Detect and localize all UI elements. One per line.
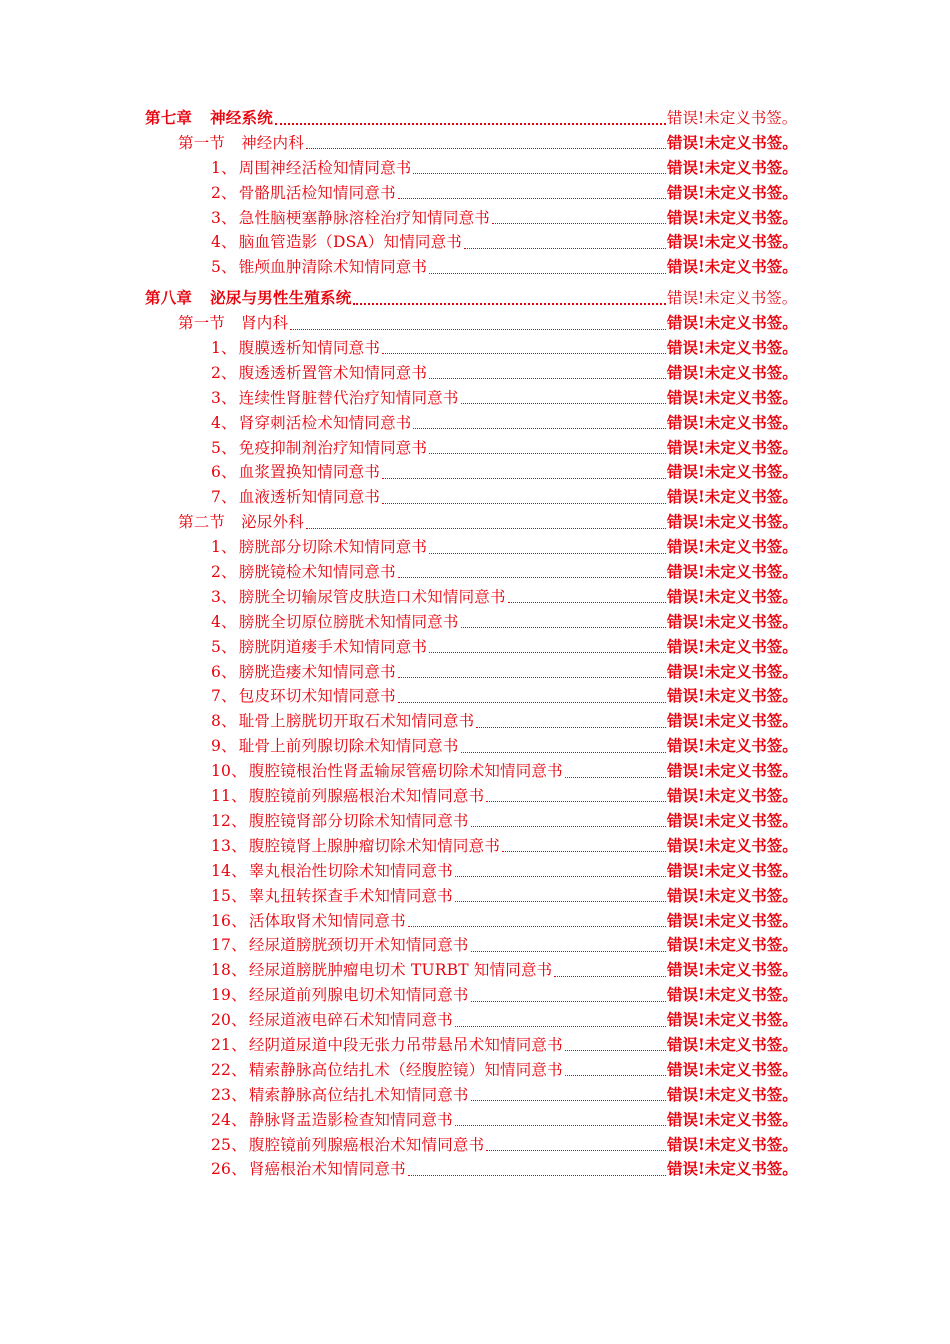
toc-entry-number: 3、 xyxy=(211,587,237,606)
toc-entry-page-ref: 错误!未定义书签。 xyxy=(667,437,798,457)
toc-entry-page-ref: 错误!未定义书签。 xyxy=(667,810,798,830)
toc-entry-title: 包皮环切术知情同意书 xyxy=(238,687,396,706)
toc-item[interactable] xyxy=(0,560,950,585)
toc-entry-number: 23、 xyxy=(211,1085,247,1104)
toc-entry-page-ref: 错误!未定义书签。 xyxy=(667,537,798,557)
dot-leader xyxy=(455,900,666,902)
toc-entry-title: 经尿道前列腺电切术知情同意书 xyxy=(248,986,469,1005)
toc-entry-title: 经尿道液电碎石术知情同意书 xyxy=(248,1011,453,1030)
toc-entry-page-ref: 错误!未定义书签。 xyxy=(667,611,798,631)
dot-leader xyxy=(461,402,666,404)
dot-leader xyxy=(554,975,666,977)
toc-entry-page-ref: 错误!未定义书签。 xyxy=(667,1159,798,1179)
toc-entry-title: 睾丸扭转探查手术知情同意书 xyxy=(248,886,453,905)
dot-leader xyxy=(353,302,666,305)
toc-entry-number: 7、 xyxy=(211,687,237,706)
toc-entry-number: 21、 xyxy=(211,1035,247,1054)
toc-entry-page-ref: 错误!未定义书签。 xyxy=(667,1109,798,1129)
toc-item[interactable] xyxy=(0,909,950,934)
toc-entry-page-ref: 错误!未定义书签。 xyxy=(667,1010,798,1030)
toc-entry-title: 腹腔镜前列腺癌根治术知情同意书 xyxy=(248,787,485,806)
toc-entry-number: 17、 xyxy=(211,936,247,955)
toc-entry-title: 耻骨上膀胱切开取石术知情同意书 xyxy=(238,712,475,731)
dot-leader xyxy=(461,751,666,753)
toc-entry-number: 8、 xyxy=(211,712,237,731)
toc-entry-title: 精索静脉高位结扎术（经腹腔镜）知情同意书 xyxy=(248,1060,563,1079)
dot-leader xyxy=(306,147,666,149)
toc-entry-page-ref: 错误!未定义书签。 xyxy=(667,860,798,880)
toc-entry-page-ref: 错误!未定义书签。 xyxy=(667,835,798,855)
toc-entry-number: 6、 xyxy=(211,662,237,681)
toc-item[interactable] xyxy=(0,386,950,411)
toc-item[interactable] xyxy=(0,436,950,461)
toc-entry-title: 腹腔镜前列腺癌根治术知情同意书 xyxy=(248,1135,485,1154)
toc-item[interactable] xyxy=(0,361,950,386)
toc-entry-title: 锥颅血肿清除术知情同意书 xyxy=(238,258,428,277)
toc-entry-title: 脑血管造影（DSA）知情同意书 xyxy=(238,233,463,252)
dot-leader xyxy=(382,477,666,479)
toc-entry-number: 第一节 xyxy=(178,314,226,333)
toc-entry-title: 活体取肾术知情同意书 xyxy=(248,911,406,930)
toc-entry-number: 2、 xyxy=(211,183,237,202)
dot-leader xyxy=(275,122,666,125)
toc-entry-number: 第八章 xyxy=(145,288,193,308)
toc-entry-number: 13、 xyxy=(211,836,247,855)
toc-entry-page-ref: 错误!未定义书签。 xyxy=(667,586,798,606)
dot-leader xyxy=(471,825,666,827)
toc-entry-page-ref: 错误!未定义书签。 xyxy=(667,661,798,681)
dot-leader xyxy=(290,328,666,330)
toc-item[interactable] xyxy=(0,485,950,510)
toc-entry-page-ref: 错误!未定义书签。 xyxy=(667,786,798,806)
dot-leader xyxy=(408,1174,666,1176)
toc-entry-title: 肾癌根治术知情同意书 xyxy=(248,1160,406,1179)
toc-item[interactable] xyxy=(0,933,950,958)
toc-item[interactable] xyxy=(0,535,950,560)
toc-item[interactable] xyxy=(0,1157,950,1182)
toc-item[interactable] xyxy=(0,1133,950,1158)
toc-entry-page-ref: 错误!未定义书签。 xyxy=(667,1084,798,1104)
toc-item[interactable] xyxy=(0,156,950,181)
toc-entry-title: 急性脑梗塞静脉溶栓治疗知情同意书 xyxy=(238,208,490,227)
toc-chapter[interactable] xyxy=(0,286,950,311)
dot-leader xyxy=(461,626,666,628)
dot-leader xyxy=(455,875,666,877)
toc-entry-page-ref: 错误!未定义书签。 xyxy=(667,462,798,482)
toc-entry-page-ref: 错误!未定义书签。 xyxy=(667,182,798,202)
dot-leader xyxy=(398,701,666,703)
toc-entry-number: 12、 xyxy=(211,811,247,830)
dot-leader xyxy=(429,272,666,274)
toc-item[interactable] xyxy=(0,684,950,709)
toc-entry-page-ref: 错误!未定义书签。 xyxy=(667,960,798,980)
toc-entry-number: 2、 xyxy=(211,563,237,582)
toc-entry-page-ref: 错误!未定义书签。 xyxy=(667,157,798,177)
toc-item[interactable] xyxy=(0,759,950,784)
toc-entry-title: 连续性肾脏替代治疗知情同意书 xyxy=(238,388,459,407)
toc-entry-page-ref: 错误!未定义书签。 xyxy=(667,512,798,532)
toc-entry-title: 膀胱阴道瘘手术知情同意书 xyxy=(238,637,428,656)
toc-entry-number: 2、 xyxy=(211,363,237,382)
toc-item[interactable] xyxy=(0,1083,950,1108)
dot-leader xyxy=(413,172,666,174)
toc-entry-title: 腹腔镜肾上腺肿瘤切除术知情同意书 xyxy=(248,836,501,855)
toc-entry-title: 经尿道膀胱肿瘤电切术 TURBT 知情同意书 xyxy=(248,961,553,980)
toc-entry-title: 精索静脉高位结扎术知情同意书 xyxy=(248,1085,469,1104)
dot-leader xyxy=(413,427,666,429)
toc-entry-number: 15、 xyxy=(211,886,247,905)
toc-entry-number: 26、 xyxy=(211,1160,247,1179)
toc-entry-title: 腹腔镜肾部分切除术知情同意书 xyxy=(248,811,469,830)
toc-entry-title: 肾内科 xyxy=(241,314,289,333)
toc-entry-number: 25、 xyxy=(211,1135,247,1154)
dot-leader xyxy=(306,527,666,529)
toc-entry-page-ref: 错误!未定义书签。 xyxy=(667,985,798,1005)
toc-entry-title: 腹透透析置管术知情同意书 xyxy=(238,363,428,382)
toc-item[interactable] xyxy=(0,206,950,231)
toc-entry-number: 3、 xyxy=(211,208,237,227)
toc-item[interactable] xyxy=(0,660,950,685)
toc-entry-title: 经阴道尿道中段无张力吊带悬吊术知情同意书 xyxy=(248,1035,563,1054)
toc-item[interactable] xyxy=(0,336,950,361)
dot-leader xyxy=(486,1149,666,1151)
toc-item[interactable] xyxy=(0,230,950,255)
dot-leader xyxy=(565,1074,666,1076)
toc-chapter[interactable] xyxy=(0,106,950,131)
table-of-contents xyxy=(0,106,950,1182)
toc-entry-title: 免疫抑制剂治疗知情同意书 xyxy=(238,438,428,457)
toc-entry-page-ref: 错误!未定义书签。 xyxy=(667,387,798,407)
toc-entry-page-ref: 错误!未定义书签。 xyxy=(667,362,798,382)
toc-entry-page-ref: 错误!未定义书签。 xyxy=(667,1034,798,1054)
toc-entry-number: 7、 xyxy=(211,488,237,507)
toc-entry-title: 静脉肾盂造影检查知情同意书 xyxy=(248,1110,453,1129)
toc-entry-number: 4、 xyxy=(211,233,237,252)
dot-leader xyxy=(565,776,666,778)
toc-entry-page-ref: 错误!未定义书签。 xyxy=(667,338,798,358)
dot-leader xyxy=(471,1099,666,1101)
toc-entry-title: 神经系统 xyxy=(210,108,273,127)
toc-entry-number: 16、 xyxy=(211,911,247,930)
toc-entry-page-ref: 错误!未定义书签。 xyxy=(667,109,798,127)
toc-entry-number: 第七章 xyxy=(145,108,193,127)
toc-item[interactable] xyxy=(0,255,950,280)
toc-item[interactable] xyxy=(0,784,950,809)
toc-entry-number: 5、 xyxy=(211,438,237,457)
toc-entry-number: 19、 xyxy=(211,986,247,1005)
toc-entry-number: 18、 xyxy=(211,961,247,980)
dot-leader xyxy=(455,1025,666,1027)
dot-leader xyxy=(471,1000,666,1002)
toc-entry-title: 血浆置换知情同意书 xyxy=(238,463,381,482)
toc-entry-number: 1、 xyxy=(211,339,237,358)
toc-entry-title: 膀胱部分切除术知情同意书 xyxy=(238,538,428,557)
dot-leader xyxy=(429,651,666,653)
dot-leader xyxy=(464,247,666,249)
toc-item[interactable] xyxy=(0,709,950,734)
toc-entry-number: 22、 xyxy=(211,1060,247,1079)
toc-entry-number: 第一节 xyxy=(178,133,226,152)
toc-entry-page-ref: 错误!未定义书签。 xyxy=(667,132,798,152)
toc-entry-title: 膀胱全切输尿管皮肤造口术知情同意书 xyxy=(238,587,506,606)
toc-section[interactable] xyxy=(0,131,950,156)
toc-entry-page-ref: 错误!未定义书签。 xyxy=(667,313,798,333)
toc-entry-number: 14、 xyxy=(211,861,247,880)
toc-entry-number: 10、 xyxy=(211,762,247,781)
toc-item[interactable] xyxy=(0,983,950,1008)
toc-entry-page-ref: 错误!未定义书签。 xyxy=(667,935,798,955)
toc-entry-page-ref: 错误!未定义书签。 xyxy=(667,412,798,432)
toc-entry-number: 3、 xyxy=(211,388,237,407)
toc-entry-title: 经尿道膀胱颈切开术知情同意书 xyxy=(248,936,469,955)
toc-item[interactable] xyxy=(0,1108,950,1133)
toc-entry-page-ref: 错误!未定义书签。 xyxy=(667,910,798,930)
toc-entry-page-ref: 错误!未定义书签。 xyxy=(667,232,798,252)
dot-leader xyxy=(429,552,666,554)
toc-item[interactable] xyxy=(0,1058,950,1083)
toc-item[interactable] xyxy=(0,1033,950,1058)
dot-leader xyxy=(492,222,666,224)
toc-item[interactable] xyxy=(0,958,950,983)
toc-section[interactable] xyxy=(0,311,950,336)
toc-entry-title: 周围神经活检知情同意书 xyxy=(238,158,412,177)
dot-leader xyxy=(408,925,666,927)
toc-entry-title: 耻骨上前列腺切除术知情同意书 xyxy=(238,737,459,756)
toc-entry-title: 腹膜透析知情同意书 xyxy=(238,339,381,358)
dot-leader xyxy=(476,726,666,728)
toc-entry-page-ref: 错误!未定义书签。 xyxy=(667,885,798,905)
toc-entry-title: 神经内科 xyxy=(241,133,304,152)
toc-entry-page-ref: 错误!未定义书签。 xyxy=(667,487,798,507)
toc-entry-title: 膀胱全切原位膀胱术知情同意书 xyxy=(238,612,459,631)
toc-item[interactable] xyxy=(0,411,950,436)
toc-item[interactable] xyxy=(0,1008,950,1033)
toc-item[interactable] xyxy=(0,809,950,834)
toc-entry-title: 肾穿刺活检术知情同意书 xyxy=(238,413,412,432)
toc-entry-number: 9、 xyxy=(211,737,237,756)
dot-leader xyxy=(398,197,666,199)
toc-entry-page-ref: 错误!未定义书签。 xyxy=(667,636,798,656)
toc-entry-page-ref: 错误!未定义书签。 xyxy=(667,736,798,756)
toc-item[interactable] xyxy=(0,834,950,859)
dot-leader xyxy=(455,1124,666,1126)
toc-entry-number: 5、 xyxy=(211,258,237,277)
toc-item[interactable] xyxy=(0,884,950,909)
toc-item[interactable] xyxy=(0,635,950,660)
toc-entry-number: 4、 xyxy=(211,413,237,432)
toc-entry-page-ref: 错误!未定义书签。 xyxy=(667,686,798,706)
dot-leader xyxy=(398,676,666,678)
toc-item[interactable] xyxy=(0,181,950,206)
toc-entry-page-ref: 错误!未定义书签。 xyxy=(667,1134,798,1154)
dot-leader xyxy=(382,502,666,504)
toc-entry-page-ref: 错误!未定义书签。 xyxy=(667,761,798,781)
dot-leader xyxy=(508,601,666,603)
toc-entry-title: 泌尿外科 xyxy=(241,513,304,532)
toc-entry-number: 4、 xyxy=(211,612,237,631)
toc-entry-page-ref: 错误!未定义书签。 xyxy=(667,1059,798,1079)
toc-entry-title: 泌尿与男性生殖系统 xyxy=(210,288,352,308)
dot-leader xyxy=(429,377,666,379)
toc-entry-number: 11、 xyxy=(211,787,247,806)
toc-item[interactable] xyxy=(0,734,950,759)
toc-entry-title: 膀胱镜检术知情同意书 xyxy=(238,563,396,582)
toc-entry-number: 第二节 xyxy=(178,513,226,532)
toc-entry-page-ref: 错误!未定义书签。 xyxy=(667,257,798,277)
dot-leader xyxy=(429,452,666,454)
toc-entry-number: 6、 xyxy=(211,463,237,482)
dot-leader xyxy=(502,850,666,852)
toc-entry-page-ref: 错误!未定义书签。 xyxy=(667,289,798,308)
toc-item[interactable] xyxy=(0,859,950,884)
toc-entry-title: 睾丸根治性切除术知情同意书 xyxy=(248,861,453,880)
dot-leader xyxy=(565,1049,666,1051)
toc-entry-page-ref: 错误!未定义书签。 xyxy=(667,207,798,227)
toc-entry-number: 1、 xyxy=(211,538,237,557)
toc-entry-title: 血液透析知情同意书 xyxy=(238,488,381,507)
dot-leader xyxy=(486,800,666,802)
dot-leader xyxy=(471,950,666,952)
toc-section[interactable] xyxy=(0,510,950,535)
dot-leader xyxy=(398,576,666,578)
dot-leader xyxy=(382,352,666,354)
toc-entry-title: 骨骼肌活检知情同意书 xyxy=(238,183,396,202)
toc-item[interactable] xyxy=(0,610,950,635)
toc-entry-number: 1、 xyxy=(211,158,237,177)
toc-item[interactable] xyxy=(0,585,950,610)
toc-item[interactable] xyxy=(0,460,950,485)
toc-entry-title: 膀胱造瘘术知情同意书 xyxy=(238,662,396,681)
toc-entry-number: 5、 xyxy=(211,637,237,656)
toc-entry-page-ref: 错误!未定义书签。 xyxy=(667,711,798,731)
toc-entry-title: 腹腔镜根治性肾盂输尿管癌切除术知情同意书 xyxy=(248,762,563,781)
toc-entry-page-ref: 错误!未定义书签。 xyxy=(667,562,798,582)
toc-entry-number: 24、 xyxy=(211,1110,247,1129)
toc-entry-number: 20、 xyxy=(211,1011,247,1030)
